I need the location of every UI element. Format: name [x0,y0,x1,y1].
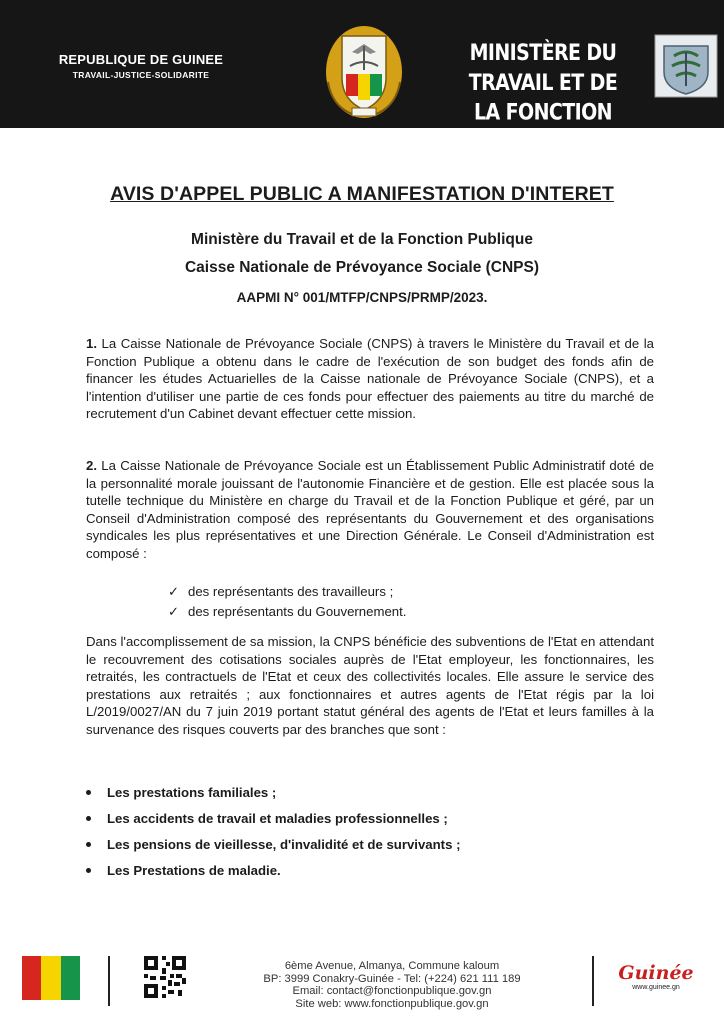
flag-green-stripe [61,956,80,1000]
document-subtitle-ministry: Ministère du Travail et de la Fonction Publique [191,231,533,248]
bullet-list-item [86,857,460,883]
paragraph-2-text: La Caisse Nationale de Prévoyance Sociale est un Établissement Public Administratif doté de la personnalité morale jouissant de l'autonomie Financière et de gestion. Elle est placée sous la tutelle technique du Ministère en charge du Travail et de la Fonction Publique et géré, par un Conseil d'Administration composé des représentants du Gouvernement et des organisations syndicales les plus représentatives et une Direction Générale. Le Conseil d'Administration est composé : [86,458,654,561]
ministry-title-line2: LA FONCTION PUBLIQUE [474,100,612,156]
republic-block [52,52,230,80]
footer-email[interactable]: Email: contact@fonctionpublique.gov.gn [292,985,492,998]
guinea-flag [22,956,80,1000]
paragraph-2 [86,457,654,563]
guinee-brand-logo [612,962,700,991]
footer-website[interactable]: Site web: www.fonctionpublique.gov.gn [295,997,489,1010]
footer-address-line1: 6ème Avenue, Almanya, Commune kaloum [284,960,500,972]
footer-divider [592,956,594,1006]
bullet-list-item [86,805,460,831]
ministry-logo-icon [654,34,718,98]
checkmark-icon: ✓ [168,584,180,599]
flag-red-stripe [22,956,41,1000]
bullet-item-label: Les pensions de vieillesse, d'invalidité et de survivants ; [107,836,461,852]
republic-title: REPUBLIQUE DE GUINEE [58,52,224,67]
paragraph-2-number: 2. [86,458,97,473]
bullet-item-label: Les prestations familiales ; [107,784,277,800]
paragraph-1-number: 1. [86,336,97,351]
paragraph-3: Dans l'accomplissement de sa mission, la CNPS bénéficie des subventions de l'Etat en attendant le recouvrement des cotisations sociales auprès de l'Etat employeur, les fonctionnaires, les retraités, les contractuels de l'Etat et ceux des collectivités locales. Elle assure le service des prestations aux retraités ; aux fonctionnaires et autres agents de l'Etat régis par la loi L/2019/0027/AN du 7 juin 2019 portant statut général des agents de l'Etat et leurs familles à la survenance des risques couverts par des branches que sont : [86,634,654,737]
coat-of-arms-icon [322,22,406,122]
check-list [168,582,406,622]
document-subtitle-cnps: Caisse Nationale de Prévoyance Sociale (CNPS) [184,259,540,276]
bullet-list-item [86,831,460,857]
checkmark-icon: ✓ [168,604,180,619]
guinee-brand-name: Guinée [618,962,694,984]
ministry-title-line1: MINISTÈRE DU TRAVAIL ET DE [468,40,618,96]
header-bar [0,0,724,156]
paragraph-1 [86,335,654,423]
paragraph-1-text: La Caisse Nationale de Prévoyance Sociale (CNPS) à travers le Ministère du Travail et de la Fonction Publique a obtenu dans le cadre de l'exécution de son budget des fonds afin de financer les études Actuarielles de la Caisse nationale de Prévoyance Sociale (CNPS), et a l'intention d'utiliser une partie de ces fonds pour effectuer des paiements au titre du marché de recrutement d'un Cabinet devant effectuer cette mission. [86,336,654,422]
bullet-icon [86,842,91,847]
guinee-brand-url[interactable]: www.guinee.gn [632,984,680,991]
document-title: AVIS D'APPEL PUBLIC A MANIFESTATION D'INTERET [110,183,614,205]
bullet-item-label: Les accidents de travail et maladies professionnelles ; [107,810,448,826]
check-item-label: des représentants des travailleurs ; [188,584,394,599]
check-list-item [168,602,406,622]
flag-yellow-stripe [41,956,60,1000]
check-item-label: des représentants du Gouvernement. [188,604,407,619]
bullet-list [86,779,460,883]
qr-code-icon[interactable] [144,956,186,998]
bullet-icon [86,868,91,873]
ministry-title [440,38,646,158]
bullet-list-item [86,779,460,805]
bullet-item-label: Les Prestations de maladie. [107,862,281,878]
check-list-item [168,582,406,602]
footer-address-line2: BP: 3999 Conakry-Guinée - Tel: (+224) 621 111 189 [263,972,521,985]
footer-divider [108,956,110,1006]
bullet-icon [86,790,91,795]
republic-motto: TRAVAIL-JUSTICE-SOLIDARITE [72,70,210,80]
document-reference: AAPMI N° 001/MTFP/CNPS/PRMP/2023. [236,290,488,305]
bullet-icon [86,816,91,821]
footer-address-block [236,960,548,1010]
